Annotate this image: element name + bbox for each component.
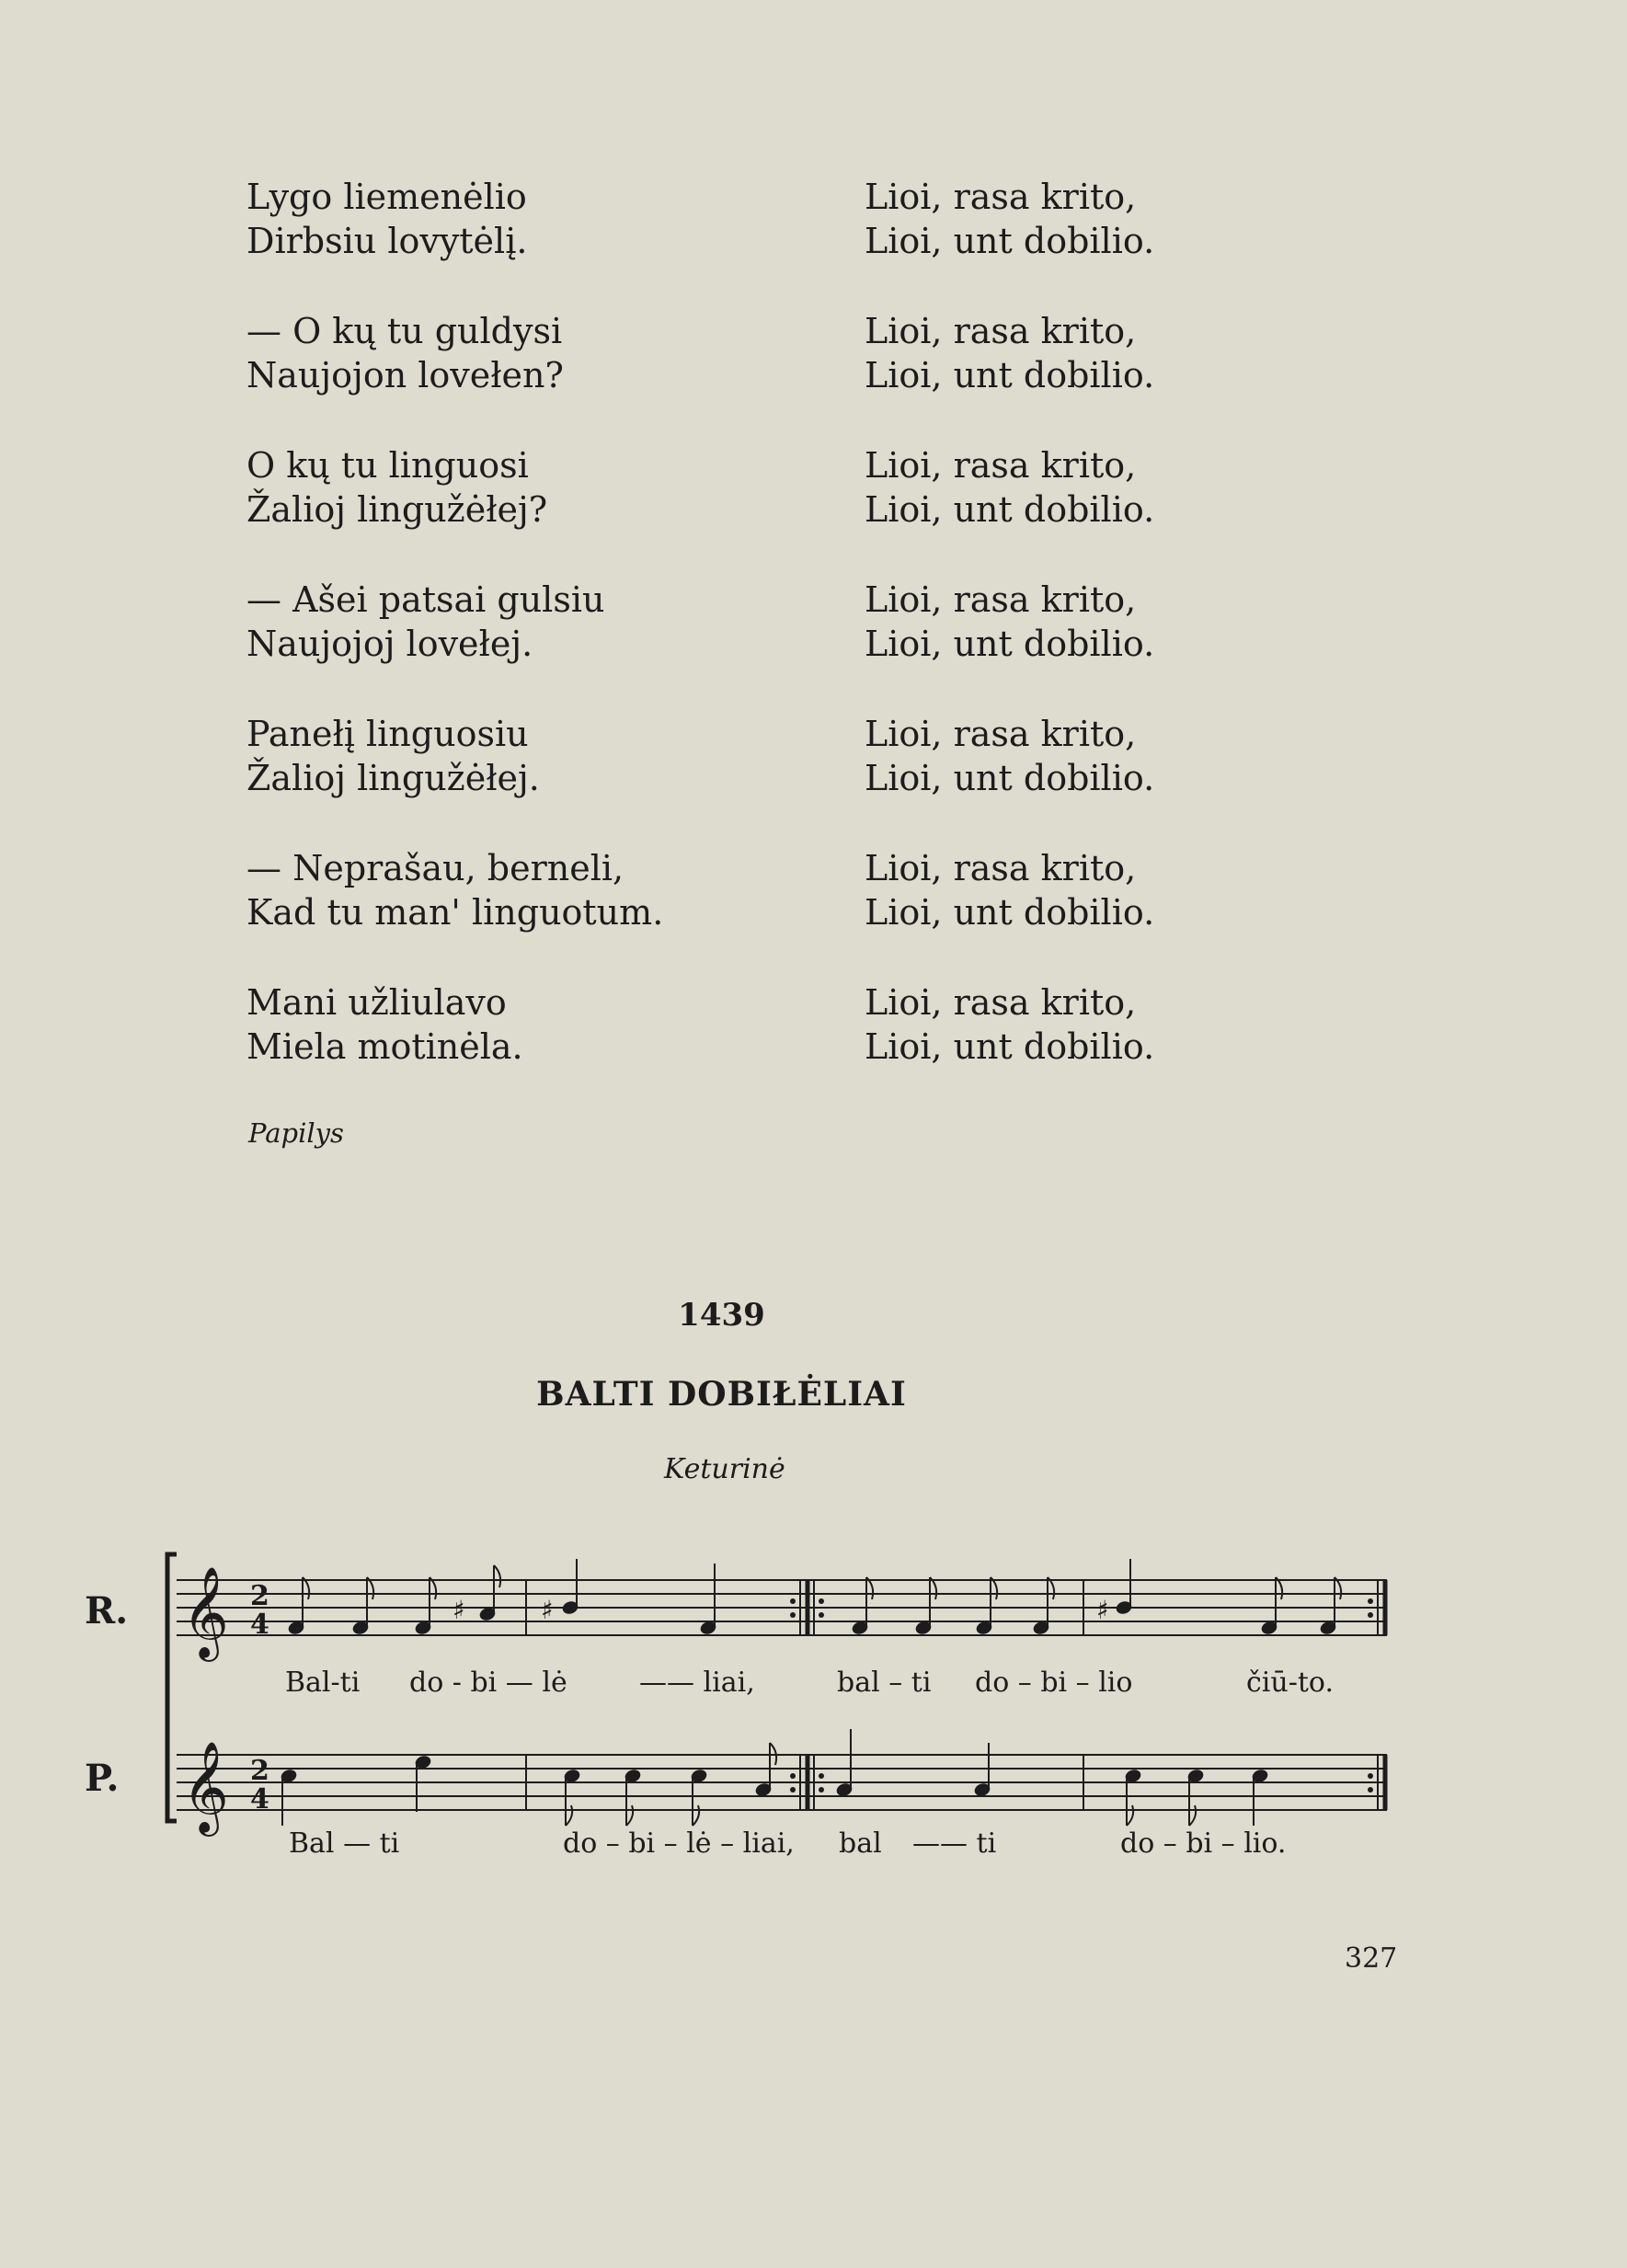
refrain-line: Lioi, unt dobilio. — [865, 355, 1155, 395]
refrain-line: Lioi, unt dobilio. — [865, 1026, 1155, 1067]
verse-line: Žalioj lingužėłej? — [246, 489, 548, 530]
treble-clef-icon: 𝄞 — [182, 1566, 229, 1658]
refrain-line: Lioi, unt dobilio. — [865, 489, 1155, 530]
lyric-syllable: Bal-ti — [285, 1667, 361, 1699]
time-signature-top: 2 — [250, 1580, 269, 1612]
verse-line: Dirbsiu lovytėlį. — [246, 221, 528, 261]
lyric-syllable: čiū-to. — [1246, 1667, 1334, 1699]
refrain-line: Lioi, rasa krito, — [865, 579, 1137, 620]
song-number: 1439 — [678, 1297, 765, 1334]
lyric-syllable: do – bi – lio — [975, 1667, 1133, 1699]
verse-line: Panełį linguosiu — [246, 714, 529, 754]
verse-line: Naujojon lovełen? — [246, 355, 564, 395]
refrain-line: Lioi, rasa krito, — [865, 177, 1137, 217]
time-signature-bottom: 4 — [250, 1609, 269, 1641]
refrain-line: Lioi, rasa krito, — [865, 445, 1137, 486]
verse-line: Lygo liemenėlio — [246, 177, 527, 217]
sharp-icon: ♯ — [1096, 1595, 1109, 1625]
sharp-icon: ♯ — [453, 1595, 465, 1625]
refrain-line: Lioi, rasa krito, — [865, 311, 1137, 351]
lyric-syllable: bal – ti — [837, 1667, 932, 1699]
sharp-icon: ♯ — [541, 1595, 554, 1625]
verse-line: Miela motinėla. — [246, 1026, 523, 1067]
verse-line: O kų tu linguosi — [246, 445, 529, 486]
lyric-syllable: —— liai, — [639, 1667, 755, 1699]
verse-line: — O kų tu guldysi — [246, 311, 563, 351]
refrain-line: Lioi, unt dobilio. — [865, 624, 1155, 664]
page-number: 327 — [1345, 1942, 1398, 1975]
verse-line: Mani užliulavo — [246, 982, 507, 1023]
lyric-syllable: Bal — ti — [289, 1827, 400, 1860]
tempo-marking: Keturinė — [664, 1453, 785, 1485]
refrain-line: Lioi, unt dobilio. — [865, 758, 1155, 798]
song-source: Papilys — [248, 1117, 344, 1149]
lyric-syllable: do - bi — lė — [409, 1667, 567, 1699]
verse-line: Žalioj lingužėłej. — [246, 758, 540, 798]
verse-line: Kad tu man' linguotum. — [246, 892, 664, 933]
treble-clef-icon: 𝄞 — [182, 1741, 229, 1833]
refrain-line: Lioi, unt dobilio. — [865, 892, 1155, 933]
lower-voice-notes — [280, 1729, 1268, 1826]
refrain-line: Lioi, rasa krito, — [865, 714, 1137, 754]
lower-staff — [177, 1755, 1387, 1810]
lyric-syllable: do – bi – lio. — [1120, 1827, 1287, 1860]
time-signature-bottom: 4 — [250, 1783, 269, 1816]
refrain-line: Lioi, rasa krito, — [865, 848, 1137, 888]
time-signature-top: 2 — [250, 1755, 269, 1787]
verse-line: — Ašei patsai gulsiu — [246, 579, 605, 620]
lyric-syllable: —— ti — [912, 1827, 997, 1860]
verse-line: Naujojoj lovełej. — [246, 624, 533, 664]
lyric-syllable: do – bi – lė – lіai, — [563, 1827, 795, 1860]
refrain-line: Lioi, unt dobilio. — [865, 221, 1155, 261]
lyric-syllable: bal — [839, 1827, 882, 1860]
voice-label-upper: R. — [85, 1589, 129, 1632]
voice-label-lower: P. — [85, 1757, 120, 1800]
refrain-line: Lioi, rasa krito, — [865, 982, 1137, 1023]
verse-line: — Neprašau, berneli, — [246, 848, 624, 888]
song-title: BALTI DOBIŁĖLIAI — [536, 1375, 907, 1414]
